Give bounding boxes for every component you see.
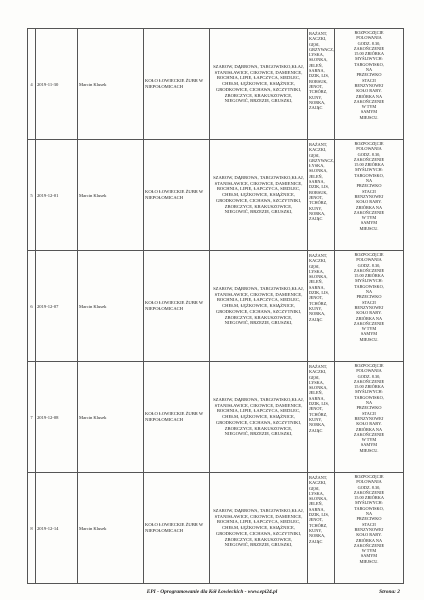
footer-credit: EPI - Oprogramowanie dla Kół Łowieckich - www.epi24.pl bbox=[146, 589, 278, 595]
table-row bbox=[28, 29, 404, 140]
hunting-area-line: CHEŁM, ŁĘŻKOWICE, KSIĄŻNICE, bbox=[222, 81, 295, 87]
game-species-line: DZIK, LIS, bbox=[309, 290, 329, 296]
game-species-line: NORKA, bbox=[309, 311, 326, 317]
game-species-line: DZIK, LIS, bbox=[309, 184, 329, 190]
hunting-area-line: BOCHNIA, LIPIE, ŁAPCZYCA, SIEDLEC, bbox=[216, 297, 301, 303]
hunting-area-line: SZAROW, DĄBROWA, TARGOWISKO,KŁAJ, bbox=[213, 175, 304, 181]
hunt-description-line: SAMYM bbox=[360, 331, 378, 337]
game-species-line: KACZKI, bbox=[309, 258, 327, 264]
hunting-area-line: STANISŁAWICE, CIKOWICE, DAMIENICE, bbox=[214, 513, 303, 519]
game-species-line: GĘSI, bbox=[309, 485, 320, 491]
hunt-description-line: POLOWANIA bbox=[356, 35, 382, 41]
game-species-line: TCHÓRZ, bbox=[309, 522, 328, 528]
game-species-line: NORKA, bbox=[309, 422, 326, 428]
game-species-line: JENOT, bbox=[309, 406, 323, 412]
hunt-description-line: BENZYNOWEJ bbox=[354, 415, 384, 421]
hunt-description-line: STACJI bbox=[362, 410, 376, 416]
hunt-description bbox=[335, 140, 404, 251]
game-species-line: KACZKI, bbox=[309, 36, 327, 42]
row-number: 4 bbox=[28, 29, 36, 140]
hunt-description-line: 15.00 ZBIÓRKA bbox=[354, 273, 384, 279]
game-species-line: DZIK, LIS, bbox=[309, 73, 329, 79]
hunting-area bbox=[210, 29, 308, 140]
table-row bbox=[28, 473, 404, 584]
table-row bbox=[28, 140, 404, 251]
hunt-description-line: NA bbox=[365, 289, 373, 295]
hunt-description bbox=[335, 251, 404, 362]
hunting-area-line: ZBORCZYCE, KRAKUSZOWICE, bbox=[224, 92, 293, 98]
hunt-description-line: SAMYM bbox=[360, 553, 378, 559]
hunt-description-line: SAMYM bbox=[360, 220, 378, 226]
hunt-description-line: ZAKOŃCZENIE bbox=[353, 45, 385, 51]
hunt-description-line: MIEJSCU. bbox=[359, 447, 379, 453]
game-species-line: DZIK, LIS, bbox=[309, 512, 329, 518]
hunt-description-line: PRZECIWKO bbox=[356, 183, 382, 189]
game-species-line: LYSKA, bbox=[309, 379, 324, 385]
hunt-description-line: GODZ. 8.30, bbox=[357, 262, 381, 268]
hunt-description-line: ZAKOŃCZENIE bbox=[353, 489, 385, 495]
game-species-line: ZAJĄC bbox=[309, 538, 323, 544]
hunt-description-line: ZBIÓRKA NA bbox=[355, 426, 383, 432]
hunt-description-line: ZAKOŃCZENIE bbox=[353, 156, 385, 162]
hunt-description-line: W TYM bbox=[361, 326, 377, 332]
hunting-area-line: BOCHNIA, LIPIE, ŁAPCZYCA, SIEDLEC, bbox=[216, 519, 301, 525]
hunt-description-line: NA bbox=[365, 511, 373, 517]
hunt-description-line: BENZYNOWEJ bbox=[354, 304, 384, 310]
hunting-area-line: CHEŁM, ŁĘŻKOWICE, KSIĄŻNICE, bbox=[222, 414, 295, 420]
game-species-line: LYSKA, bbox=[309, 268, 324, 274]
hunt-description-line: NA bbox=[365, 67, 373, 73]
game-species-line: NORKA, bbox=[309, 210, 326, 216]
hunt-description-line: KOŁO RABY. bbox=[356, 199, 382, 205]
game-species-line: ZAJĄC bbox=[309, 216, 323, 222]
game-species-line: BAŻANT, bbox=[309, 31, 328, 36]
hunting-area-line: ZBORCZYCE, KRAKUSZOWICE, bbox=[224, 203, 293, 209]
game-species-line: SARNA, bbox=[309, 284, 325, 290]
hunt-description-line: KOŁO RABY. bbox=[356, 88, 382, 94]
hunt-description-line: MYŚLIWYCH: bbox=[355, 167, 383, 173]
hunt-date: 2019-12-01 bbox=[36, 140, 78, 251]
game-species-line: BORSUK, bbox=[309, 189, 328, 195]
game-species-line: BAŻANT, bbox=[309, 253, 328, 258]
hunt-description-line: POLOWANIA bbox=[356, 257, 382, 263]
hunting-club bbox=[144, 140, 210, 251]
hunting-club-line: KOŁO ŁOWIECKIE ŻUBR W bbox=[145, 522, 204, 528]
game-species-line: TCHÓRZ, bbox=[309, 89, 328, 95]
row-number: 8 bbox=[28, 473, 36, 584]
hunting-area-line: STANISŁAWICE, CIKOWICE, DAMIENICE, bbox=[214, 402, 303, 408]
hunting-club-line: NIEPOŁOMICACH bbox=[145, 195, 184, 200]
hunt-description-line: KOŁO RABY. bbox=[356, 421, 382, 427]
hunting-area-line: STANISŁAWICE, CIKOWICE, DAMIENICE, bbox=[214, 180, 303, 186]
hunt-description bbox=[335, 362, 404, 473]
hunt-description-line: ZBIÓRKA NA bbox=[355, 93, 383, 99]
hunting-area-line: NIEGOWIĆ, BRZEZIE, GRUSZKI, bbox=[224, 320, 293, 326]
hunt-description-line: 15.00 ZBIÓRKA bbox=[354, 162, 384, 168]
game-species-line: GĘSI, bbox=[309, 374, 320, 380]
game-species-line: JENOT, bbox=[309, 295, 323, 301]
game-species-line: KUNY, bbox=[309, 527, 322, 533]
hunter-name: Marcin Klusek bbox=[78, 29, 144, 140]
hunt-description-line: ZBIÓRKA NA bbox=[355, 537, 383, 543]
hunt-description-line: ROZPOCZĘCIE bbox=[354, 474, 384, 479]
hunt-description-line: W TYM bbox=[361, 548, 377, 554]
hunting-area-line: SZAROW, DĄBROWA, TARGOWISKO,KŁAJ, bbox=[213, 397, 304, 403]
game-species bbox=[308, 140, 335, 251]
hunt-description-line: GODZ. 8.30, bbox=[357, 40, 381, 46]
game-species bbox=[308, 251, 335, 362]
game-species-line: KACZKI, bbox=[309, 369, 327, 375]
hunt-date: 2019-11-30 bbox=[36, 29, 78, 140]
hunt-description-line: TARGOWISKO, bbox=[354, 283, 384, 289]
hunt-date: 2019-12-14 bbox=[36, 473, 78, 584]
hunt-description-line: W TYM bbox=[361, 104, 377, 110]
hunting-area-line: NIEGOWIĆ, BRZEZIE, GRUSZKI, bbox=[224, 542, 293, 548]
hunting-area-line: CHEŁM, ŁĘŻKOWICE, KSIĄŻNICE, bbox=[222, 525, 295, 531]
hunting-area-line: STANISŁAWICE, CIKOWICE, DAMIENICE, bbox=[214, 69, 303, 75]
game-species-line: KUNY, bbox=[309, 305, 322, 311]
hunt-description-line: POLOWANIA bbox=[356, 368, 382, 374]
game-species-line: SARNA, bbox=[309, 395, 325, 401]
hunt-description-line: MYŚLIWYCH: bbox=[355, 278, 383, 284]
game-species-line: SŁONKA, bbox=[309, 274, 328, 280]
hunt-description-line: MYŚLIWYCH: bbox=[355, 389, 383, 395]
hunt-description-line: MIEJSCU. bbox=[359, 336, 379, 342]
game-species-line: JELEŃ, bbox=[309, 501, 323, 507]
hunt-description-line: 15.00 ZBIÓRKA bbox=[354, 51, 384, 57]
hunting-area-line: SZAROW, DĄBROWA, TARGOWISKO,KŁAJ, bbox=[213, 286, 304, 292]
hunt-description-line: BENZYNOWEJ bbox=[354, 193, 384, 199]
hunt-description-line: 15.00 ZBIÓRKA bbox=[354, 384, 384, 390]
hunting-area bbox=[210, 473, 308, 584]
hunting-club bbox=[144, 473, 210, 584]
hunt-description-line: MYŚLIWYCH: bbox=[355, 500, 383, 506]
hunt-description-line: KOŁO RABY. bbox=[356, 310, 382, 316]
game-species-line: JELEŃ, bbox=[309, 390, 323, 396]
hunting-club-line: KOŁO ŁOWIECKIE ŻUBR W bbox=[145, 411, 204, 417]
hunt-description-line: ZBIÓRKA NA bbox=[355, 204, 383, 210]
hunt-description-line: MIEJSCU. bbox=[359, 225, 379, 231]
hunt-description-line: ROZPOCZĘCIE bbox=[354, 30, 384, 35]
game-species-line: JELEŃ, bbox=[309, 279, 323, 285]
hunt-description-line: NA bbox=[365, 178, 373, 184]
page-footer bbox=[0, 589, 424, 599]
row-number: 5 bbox=[28, 140, 36, 251]
hunt-description-line: MIEJSCU. bbox=[359, 558, 379, 564]
game-species-line: SARNA, bbox=[309, 179, 325, 185]
hunting-area bbox=[210, 140, 308, 251]
hunt-description-line: SAMYM bbox=[360, 442, 378, 448]
row-number: 6 bbox=[28, 251, 36, 362]
game-species-line: ŁYSKA, bbox=[309, 163, 325, 169]
hunt-description-line: PRZECIWKO bbox=[356, 405, 382, 411]
game-species-line: NORKA, bbox=[309, 533, 326, 539]
hunt-description-line: KOŁO RABY. bbox=[356, 532, 382, 538]
game-species-line: ZAJĄC bbox=[309, 427, 323, 433]
hunting-area-line: GRODKOWICE, CICHAWA, SZCZYTNIKI, bbox=[215, 86, 302, 92]
game-species-line: JELEŃ, bbox=[309, 173, 323, 179]
hunting-area-line: ZBORCZYCE, KRAKUSZOWICE, bbox=[224, 536, 293, 542]
game-species-line: NORKA, bbox=[309, 99, 326, 105]
hunt-description-line: STACJI bbox=[362, 299, 376, 305]
game-species-line: BAŻANT, bbox=[309, 364, 328, 369]
hunting-area-line: CHEŁM, ŁĘŻKOWICE, KSIĄŻNICE, bbox=[222, 192, 295, 198]
game-species bbox=[308, 29, 335, 140]
hunting-area-line: NIEGOWIĆ, BRZEZIE, GRUSZKI, bbox=[224, 209, 293, 215]
game-species-line: SŁONKA, bbox=[309, 496, 328, 502]
hunt-description-line: ROZPOCZĘCIE bbox=[354, 141, 384, 146]
game-species-line: KUNY, bbox=[309, 205, 322, 211]
hunting-area-line: BOCHNIA, LIPIE, ŁAPCZYCA, SIEDLEC, bbox=[216, 75, 301, 81]
game-species-line: SŁONKA, bbox=[309, 168, 328, 174]
hunting-area-line: BOCHNIA, LIPIE, ŁAPCZYCA, SIEDLEC, bbox=[216, 408, 301, 414]
table-row bbox=[28, 362, 404, 473]
hunting-area-line: GRODKOWICE, CICHAWA, SZCZYTNIKI, bbox=[215, 530, 302, 536]
game-species-line: SARNA, bbox=[309, 68, 325, 74]
hunt-description-line: STACJI bbox=[362, 77, 376, 83]
hunt-description-line: ZAKOŃCZENIE bbox=[353, 209, 385, 215]
hunt-description-line: POLOWANIA bbox=[356, 146, 382, 152]
game-species-line: BAŻANT, bbox=[309, 142, 328, 147]
game-species-line: ZAJĄC bbox=[309, 105, 323, 111]
hunting-club-line: KOŁO ŁOWIECKIE ŻUBR W bbox=[145, 189, 204, 195]
hunt-description-line: ZAKOŃCZENIE bbox=[353, 542, 385, 548]
game-species-line: KACZKI, bbox=[309, 480, 327, 486]
hunting-area-line: ZBORCZYCE, KRAKUSZOWICE, bbox=[224, 314, 293, 320]
hunt-description-line: PRZECIWKO bbox=[356, 516, 382, 522]
hunt-description-line: SAMYM bbox=[360, 109, 378, 115]
game-species-line: JENOT, bbox=[309, 517, 323, 523]
hunt-description-line: ZAKOŃCZENIE bbox=[353, 431, 385, 437]
hunter-name: Marcin Klusek bbox=[78, 473, 144, 584]
hunting-area-line: GRODKOWICE, CICHAWA, SZCZYTNIKI, bbox=[215, 197, 302, 203]
game-species-line: GĘSI, bbox=[309, 263, 320, 269]
hunt-description-line: TARGOWISKO, bbox=[354, 61, 384, 67]
hunt-description-line: PRZECIWKO bbox=[356, 294, 382, 300]
game-species-line: SŁONKA, bbox=[309, 57, 328, 63]
table-row bbox=[28, 251, 404, 362]
hunt-description-line: MYŚLIWYCH: bbox=[355, 56, 383, 62]
hunt-schedule-table bbox=[27, 28, 404, 584]
hunting-area bbox=[210, 251, 308, 362]
hunt-date: 2019-12-08 bbox=[36, 362, 78, 473]
hunt-description-line: POLOWANIA bbox=[356, 479, 382, 485]
hunting-area-line: NIEGOWIĆ, BRZEZIE, GRUSZKI, bbox=[224, 431, 293, 437]
game-species-line: GĘSI, bbox=[309, 152, 320, 158]
hunt-description-line: BENZYNOWEJ bbox=[354, 526, 384, 532]
hunt-description bbox=[335, 473, 404, 584]
game-species-line: GRZYWACZ, bbox=[309, 46, 334, 52]
hunt-date: 2019-12-07 bbox=[36, 251, 78, 362]
hunt-description bbox=[335, 29, 404, 140]
game-species-line: TCHÓRZ, bbox=[309, 300, 328, 306]
page-number: Strona: 2 bbox=[379, 589, 400, 595]
row-number: 7 bbox=[28, 362, 36, 473]
hunter-name: Marcin Klusek bbox=[78, 251, 144, 362]
hunter-name: Marcin Klusek bbox=[78, 140, 144, 251]
hunting-club bbox=[144, 251, 210, 362]
hunt-description-line: W TYM bbox=[361, 215, 377, 221]
hunt-description-line: ZAKOŃCZENIE bbox=[353, 98, 385, 104]
game-species-line: GĘSI, bbox=[309, 41, 320, 47]
game-species-line: LYSKA, bbox=[309, 490, 324, 496]
hunt-description-line: TARGOWISKO, bbox=[354, 394, 384, 400]
game-species-line: ZAJĄC bbox=[309, 316, 323, 322]
game-species-line: TCHÓRZ, bbox=[309, 200, 328, 206]
hunter-name: Marcin Klusek bbox=[78, 362, 144, 473]
game-species-line: KUNY, bbox=[309, 416, 322, 422]
game-species-line: SŁONKA, bbox=[309, 385, 328, 391]
hunt-description-line: NA bbox=[365, 400, 373, 406]
game-species-line: KACZKI, bbox=[309, 147, 327, 153]
hunting-club-line: KOŁO ŁOWIECKIE ŻUBR W bbox=[145, 300, 204, 306]
hunt-schedule-rows bbox=[28, 29, 404, 584]
hunt-description-line: MIEJSCU. bbox=[359, 114, 379, 120]
hunt-description-line: PRZECIWKO bbox=[356, 72, 382, 78]
hunt-description-line: STACJI bbox=[362, 521, 376, 527]
hunting-club-line: NIEPOŁOMICACH bbox=[145, 306, 184, 311]
game-species-line: JELEŃ, bbox=[309, 62, 323, 68]
hunt-description-line: ZBIÓRKA NA bbox=[355, 315, 383, 321]
hunting-area-line: NIEGOWIĆ, BRZEZIE, GRUSZKI, bbox=[224, 98, 293, 104]
game-species-line: LYSKA, bbox=[309, 52, 324, 58]
hunting-area-line: BOCHNIA, LIPIE, ŁAPCZYCA, SIEDLEC, bbox=[216, 186, 301, 192]
game-species-line: BAŻANT, bbox=[309, 475, 328, 480]
hunting-area-line: STANISŁAWICE, CIKOWICE, DAMIENICE, bbox=[214, 291, 303, 297]
game-species-line: KUNY, bbox=[309, 94, 322, 100]
game-species-line: BORSUK, bbox=[309, 78, 328, 84]
hunt-description-line: 15.00 ZBIÓRKA bbox=[354, 495, 384, 501]
hunting-area-line: GRODKOWICE, CICHAWA, SZCZYTNIKI, bbox=[215, 419, 302, 425]
game-species-line: JENOT, bbox=[309, 83, 323, 89]
hunt-description-line: TARGOWISKO, bbox=[354, 505, 384, 511]
hunt-description-line: W TYM bbox=[361, 437, 377, 443]
hunt-description-line: GODZ. 8.30, bbox=[357, 484, 381, 490]
hunt-description-line: ZAKOŃCZENIE bbox=[353, 267, 385, 273]
hunting-area-line: SZAROW, DĄBROWA, TARGOWISKO,KŁAJ, bbox=[213, 508, 304, 514]
hunting-area-line: GRODKOWICE, CICHAWA, SZCZYTNIKI, bbox=[215, 308, 302, 314]
hunt-description-line: ROZPOCZĘCIE bbox=[354, 363, 384, 368]
game-species bbox=[308, 362, 335, 473]
hunt-description-line: ROZPOCZĘCIE bbox=[354, 252, 384, 257]
game-species bbox=[308, 473, 335, 584]
game-species-line: JENOT, bbox=[309, 194, 323, 200]
game-species-line: SARNA, bbox=[309, 506, 325, 512]
hunting-area-line: SZAROW, DĄBROWA, TARGOWISKO,KŁAJ, bbox=[213, 64, 304, 70]
game-species-line: DZIK, LIS, bbox=[309, 401, 329, 407]
game-species-line: GRZYWACZ, bbox=[309, 157, 334, 163]
hunt-description-line: ZAKOŃCZENIE bbox=[353, 320, 385, 326]
game-species-line: TCHÓRZ, bbox=[309, 411, 328, 417]
hunt-description-line: TARGOWISKO, bbox=[354, 172, 384, 178]
hunting-club bbox=[144, 362, 210, 473]
hunting-club bbox=[144, 29, 210, 140]
hunting-club-line: KOŁO ŁOWIECKIE ŻUBR W bbox=[145, 78, 204, 84]
hunt-description-line: STACJI bbox=[362, 188, 376, 194]
hunt-description-line: GODZ. 8.30, bbox=[357, 373, 381, 379]
hunting-club-line: NIEPOŁOMICACH bbox=[145, 84, 184, 89]
hunt-description-line: BENZYNOWEJ bbox=[354, 82, 384, 88]
hunt-description-line: GODZ. 8.30, bbox=[357, 151, 381, 157]
hunt-description-line: ZAKOŃCZENIE bbox=[353, 378, 385, 384]
hunting-area bbox=[210, 362, 308, 473]
hunting-club-line: NIEPOŁOMICACH bbox=[145, 417, 184, 422]
hunting-area-line: CHEŁM, ŁĘŻKOWICE, KSIĄŻNICE, bbox=[222, 303, 295, 309]
hunting-club-line: NIEPOŁOMICACH bbox=[145, 528, 184, 533]
hunting-area-line: ZBORCZYCE, KRAKUSZOWICE, bbox=[224, 425, 293, 431]
